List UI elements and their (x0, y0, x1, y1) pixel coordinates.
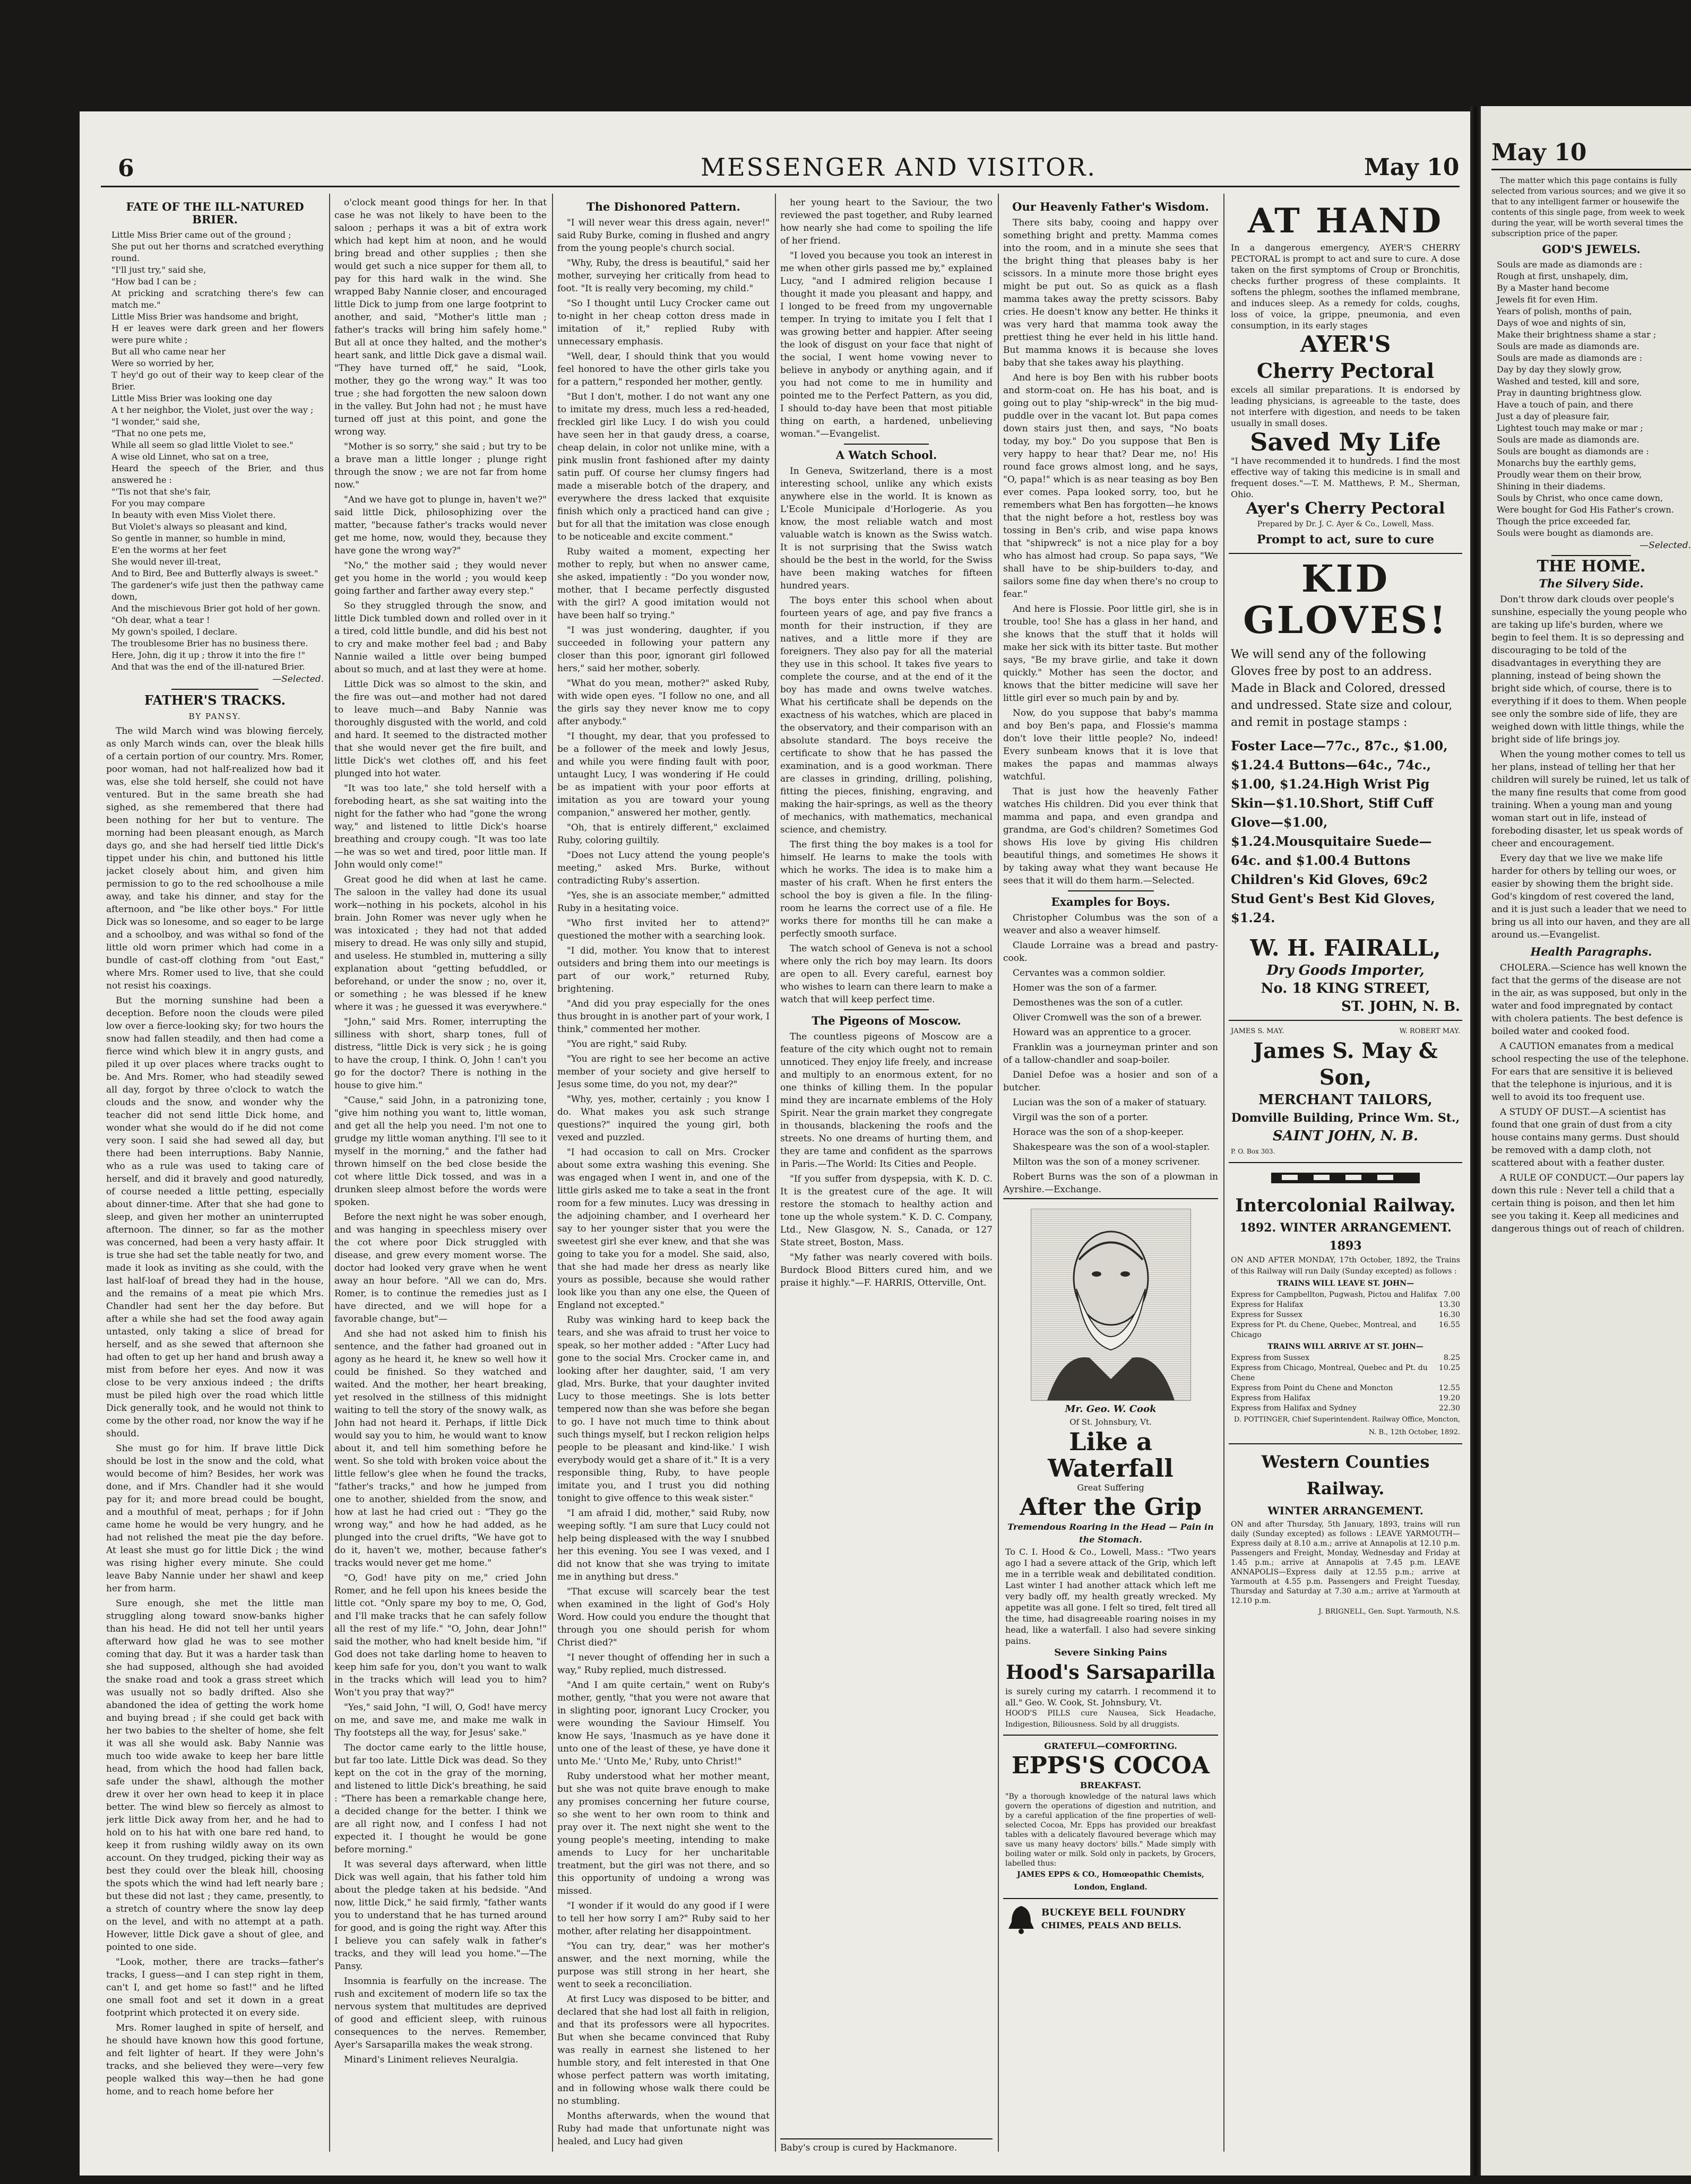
example-item: Virgil was the son of a porter. (1013, 1112, 1149, 1123)
article-title: Our Heavenly Father's Wisdom. (1012, 200, 1209, 213)
watch-school-title: A Watch School. (835, 448, 937, 462)
pigeons-body (780, 1030, 993, 1289)
example-item: Oliver Cromwell was the son of a brewer. (1013, 1012, 1202, 1023)
epps-title: EPPS'S COCOA (1012, 1752, 1210, 1779)
poem-title: FATE OF THE ILL-NATURED BRIER. (126, 200, 304, 226)
kid-gloves-ad (1229, 553, 1462, 1020)
right-notice: The matter which this page contains is fully selected from various sources; and we give it so that to any intelligent farmer or housewife the contents of this single page, from week to week during the year, will be worth several times the subscription price of the paper. (1491, 176, 1686, 238)
train-time: 7.00 (1443, 1290, 1460, 1299)
icr-footer: D. POTTINGER, Chief Superintendent. Railway Office, Moncton, N. B., 12th October, 1892. (1233, 1416, 1460, 1436)
poem-line: Proudly wear them on their brow, (1497, 470, 1642, 480)
poem-line: Souls are made as diamonds are. (1497, 435, 1640, 445)
paragraph: Ruby waited a moment, expecting her mother to reply, but when no answer came, she asked, impatiently : "Do you wonder now, mother, that I became perfectly disgusted with the girl? A good imitation would not have been half so trying." (557, 547, 770, 621)
poem-line: Pray in daunting brightness glow. (1497, 388, 1642, 398)
example-item: Horace was the son of a shop-keeper. (1013, 1127, 1184, 1138)
may-partner-left: JAMES S. MAY. (1231, 1027, 1284, 1035)
paragraph: "Oh, that is entirely different," exclaimed Ruby, coloring guiltily. (557, 822, 770, 846)
poem-line: She put out her thorns and scratched everything round. (111, 241, 324, 263)
paragraph: Insomnia is fearfully on the increase. The rush and excitement of modern life so tax the nervous system that multitudes are deprived of good and efficient sleep, with ruinous consequences to the nerves. Remember, Ayer's Sarsaparilla makes the weak strong. (334, 1976, 547, 2050)
example-item: Homer was the son of a farmer. (1013, 983, 1158, 993)
waterfall-title-2: After the Grip (1020, 1494, 1202, 1521)
poem-line: Souls are made as diamonds are : (1497, 259, 1643, 270)
paragraph: "Why, Ruby, the dress is beautiful," said her mother, surveying her critically from head to foot. "It is really very becoming, my child." (557, 258, 770, 294)
poem-line: A t her neighbor, the Violet, just over the way ; (111, 405, 314, 415)
glove-item: High Wrist Pig Skin—$1.10. (1231, 776, 1430, 811)
example-item: Cervantes was a common soldier. (1013, 968, 1166, 978)
paragraph: Great good he did when at last he came. The saloon in the valley had done its usual work—nothing in his pockets, alcohol in his brain. John Romer was never ugly when he was intoxicated ; they had not that added misery to dread. He was only silly and stupid, and useless. He stumbled in, muttering a silly explanation about "getting befuddled, or beforehand, or under the snow ; no, over it, or something ; he was blessed if he knew where it was ; he guessed it was everywhere." (334, 874, 547, 1012)
story-title: FATHER'S TRACKS. (144, 692, 286, 708)
gloves-text: We will send any of the following Gloves free by post to an address. Made in Black and Colored, dressed and undressed. State size and colour, and remit in postage stamps : (1231, 648, 1453, 729)
ayers-pectoral-2: Ayer's Cherry Pectoral (1246, 499, 1445, 518)
paragraph: The first thing the boy makes is a tool for himself. He learns to make the tools with which he works. The idea is to make him a master of his craft. When he first enters the school the boy is given a file. In the filing-room he learns the correct use of a file. He works there for months till he can make a perfectly smooth surface. (780, 839, 993, 939)
train-name: Express from Halifax and Sydney (1231, 1404, 1357, 1412)
paragraph: The watch school of Geneva is not a school where only the rich boy may learn. Its doors are open to all. Every careful, earnest boy who wishes to learn can there learn to make a watch that will keep perfect time. (780, 943, 993, 1005)
poem-line: Years of polish, months of pain, (1497, 306, 1632, 316)
train-time: 13.30 (1438, 1301, 1460, 1309)
poem-line: E'en the worms at her feet (111, 545, 227, 555)
train-time: 12.55 (1438, 1384, 1460, 1392)
train-name: Express for Sussex (1231, 1311, 1302, 1319)
paragraph: "I was just wondering, daughter, if you succeeded in following your pattern any closer than this poor, ignorant girl followed hers," said her mother, soberly. (557, 625, 770, 674)
poem-line: Monarchs buy the earthly gems, (1497, 458, 1636, 468)
fairall-address: No. 18 KING STREET, (1261, 981, 1430, 996)
example-item: Christopher Columbus was the son of a weaver and also a weaver himself. (1003, 913, 1218, 936)
wcr-footer: J. BRIGNELL, Gen. Supt. Yarmouth, N.S. (1318, 1608, 1460, 1616)
saved-my-life: Saved My Life (1250, 428, 1441, 456)
paragraph: Months afterwards, when the wound that Ruby had made that unfortunate night was healed, and Lucy had given (557, 2111, 770, 2147)
poem-line: Days of woe and nights of sin, (1497, 318, 1626, 328)
example-item: Franklin was a journeyman printer and son of a tallow-chandler and soap-boiler. (1003, 1042, 1218, 1065)
paragraph: That is just how the heavenly Father watches His children. Did you ever think that mamma and papa, and even grandpa and grandma, are God's children? Sometimes God shows His love by giving His children beautiful things, and sometimes He shows it by taking away what they want because He sees that it will do them harm.—Selected. (1003, 786, 1218, 886)
poem-line: The troublesome Brier has no business there. (111, 638, 308, 648)
paragraph: "And I am quite certain," went on Ruby's mother, gently, "that you were not aware that in slighting poor, ignorant Lucy Crocker, you were wounding the Saviour Himself. You know He says, 'Inasmuch as ye have done it unto one of the least of these, ye have done it unto Me.' 'Unto Me,' Ruby, unto Christ!" (557, 1680, 770, 1767)
poem-line: "How bad I can be ; (111, 276, 197, 287)
article-body (1003, 216, 1218, 887)
poem-line: The gardener's wife just then the pathway came down, (111, 580, 324, 602)
train-name: Express from Point du Chene and Moncton (1231, 1384, 1393, 1392)
wcr-text: ON and after Thursday, 5th January, 1893, trains will run daily (Sunday excepted) as follows : LEAVE YARMOUTH—Express daily at 8.10 a.m.; arrive at Annapolis at 12.10 p.m. Passengers and Freight, Monday, Wednesday and Friday at 1.45 p.m.; arrive at Annapolis at 7.45 p.m. LEAVE ANNAPOLIS—Express daily at 12.55 p.m.; arrive at Yarmouth at 4.55 p.m. Passengers and Freight Tuesday, Thursday and Saturday at 7.30 a.m.; arrive at Yarmouth at 12.10 p.m. (1231, 1520, 1460, 1605)
paragraph: "My father was nearly covered with boils. Burdock Blood Bitters cured him, and we praise it highly."—F. HARRIS, Otterville, Ont. (780, 1252, 993, 1288)
timetable-row (1231, 1353, 1460, 1363)
poem-line: Were bought for God His Father's crown. (1497, 505, 1674, 515)
paragraph: In Geneva, Switzerland, there is a most interesting school, unlike any which exists anywhere else in the world. It is known as L'Ecole Municipale d'Horlogerie. As you know, the most reliable watch and most valuable watch is known as the Swiss watch. It is not surprising that the Swiss watch should be the best in the world, for the Swiss have been making watches for fifteen hundred years. (780, 466, 993, 591)
paragraph: Ruby understood what her mother meant, but she was not quite brave enough to make any promises concerning her future course, so she went to her own room to think and pray over it. The next night she went to the young people's meeting, intending to make amends to Lucy for her uncharitable treatment, but the girl was not there, and so this opportunity of undoing a wrong was missed. (557, 1771, 770, 1896)
poem-line: Day by day they slowly grow, (1497, 365, 1622, 375)
poem-line: Souls are made as diamonds are : (1497, 353, 1643, 363)
may-city: SAINT JOHN, N. B. (1272, 1128, 1419, 1144)
epps-footer: JAMES EPPS & CO., Homœopathic Chemists, London, England. (1017, 1870, 1204, 1892)
hood-text: is surely curing my catarrh. I recommend it to all." Geo. W. Cook, St. Johnsbury, Vt. (1005, 1686, 1216, 1708)
paragraph: "John," said Mrs. Romer, interrupting the silliness with short, sharp tones, full of distress, "little Dick is very sick ; he is going to have the croup, I think. O, John ! can't you go for the doctor? There is nothing in the house to give him." (334, 1017, 547, 1091)
epps-sub: BREAKFAST. (1080, 1780, 1142, 1790)
example-item: Milton was the son of a money scrivener. (1013, 1157, 1201, 1167)
paragraph: o'clock meant good things for her. In that case he was not likely to have been to the saloon ; perhaps it was a bit of extra work which had kept him at noon, and he would bring bread and other supplies ; then she would get such a nice supper for them all, to pay for this hard walk in the wind. She wrapped Baby Nannie closer, and encouraged little Dick to jump from one large footprint to another, and said, "Mother's little man ; father's tracks will bring him safely home." But all at once they halted, and the mother's heart sank, and little Dick gave a dismal wail. "They have turned off," he said, "Look, mother, they go the wrong way." It was too true ; she had forgotten the new saloon down in the valley. But John had not ; he must have turned off just at this point, and gone the wrong way. (334, 197, 547, 437)
column-5 (1003, 196, 1218, 2154)
paragraph: Now, do you suppose that baby's mamma and boy Ben's papa, and Flossie's mamma don't love their little people? No, indeed! Every sunbeam knows that it is love that makes the papas and mammas always watchful. (1003, 708, 1218, 782)
poem-line: Here, John, dig it up ; throw it into the fire !" (111, 650, 305, 660)
poem-line: By a Master hand become (1497, 283, 1609, 293)
paragraph: Don't throw dark clouds over people's sunshine, especially the young people who are taking up life's burden, where we begin to feel them. It is so depressing and discouraging to be told of the disadvantages in everything they are planning, instead of being shown the bright side which, of course, there is to everything if it does to them. When people see only the sombre side of life, they are weighed down with little things, while the bright side of life brings joy. (1491, 594, 1687, 745)
poem-line: H er leaves were dark green and her flowers were pure white ; (111, 323, 324, 345)
poem-line: Shining in their diadems. (1497, 481, 1606, 491)
paragraph: Ruby was winking hard to keep back the tears, and she was afraid to trust her voice to speak, so her mother added : "After Lucy had gone to the social Mrs. Crocker came in, and looking after her daughter, said, 'I am very glad, Mrs. Burke, that your daughter invited Lucy to those meetings. She is lots better tempered now than she was before she began to go. I have not much time to think about such things myself, but I reckon religion helps people to be pleasant and kind-like.' I wish everybody would get a share of it." It is a very responsible thing, Ruby, to have people imitate you, and I trust you did nothing tonight to give offence to this weak sister." (557, 1315, 770, 1504)
cherry-text: excels all similar preparations. It is endorsed by leading physicians, is agreeable to the taste, does not interfere with digestion, and needs to be taken usually in small doses. (1231, 385, 1460, 428)
paragraph: "Well, dear, I should think that you would feel honored to have the other girls take you for a pattern," responded her mother, gently. (557, 351, 770, 387)
health-body (1491, 961, 1691, 1235)
paper-title: MESSENGER AND VISITOR. (701, 153, 1097, 181)
hood-title: Hood's Sarsaparilla (1006, 1661, 1215, 1684)
glove-item: Foster Lace—77c., 87c., $1.00, $1.24. (1231, 738, 1448, 773)
glove-item: Mousquitaire Suede—64c. and $1.00. (1231, 834, 1432, 868)
paragraph: "If you suffer from dyspepsia, with K. D. C. It is the greatest cure of the age. It will restore the stomach to healthy action and tone up the whole system." K. D. C. Company, Ltd., New Glasgow, N. S., Canada, or 127 State street, Boston, Mass. (780, 1174, 993, 1248)
paragraph: And here is Flossie. Poor little girl, she is in trouble, too! She has a glass in her hand, and she knows that the stuff that it holds will make her sick with its bitter taste. But mother says, "Be my brave girlie, and take it down quickly." Mother has seen the doctor, and knows that the bitter medicine will save her little girl ever so much pain by and by. (1003, 604, 1218, 704)
paragraph: "I had occasion to call on Mrs. Crocker about some extra washing this evening. She was engaged when I went in, and one of the little girls asked me to take a seat in the front room for a few minutes. Lucy was dressing in the adjoining chamber, and I overheard her say to her younger sister that you were the sweetest girl she ever knew, and that she was going to take you for a model. She said, also, that she had made her dress as nearly like yours as possible, because she would rather look like you than any one else, the Queen of England not excepted." (557, 1147, 770, 1311)
poem-line: Souls by Christ, who once came down, (1497, 493, 1663, 503)
epps-text: "By a thorough knowledge of the natural laws which govern the operations of digestion and nutrition, and by a careful application of the fine properties of well-selected Cocoa, Mr. Epps has provided our breakfast tables with a delicately flavoured beverage which may save us many heavy doctors' bills." Made simply with boiling water or milk. Sold only in packets, by Grocers, labelled thus: (1005, 1792, 1216, 1868)
kid-heading: KID (1301, 557, 1390, 601)
paragraph: Minard's Liniment relieves Neuralgia. (344, 2055, 519, 2065)
epps-pre: GRATEFUL—COMFORTING. (1044, 1741, 1177, 1751)
footer-line: Baby's croup is cured by Hackmanore. (780, 2138, 993, 2154)
paragraph: There sits baby, cooing and happy over something bright and pretty. Mamma comes into the room, and in a minute she sees that the bright thing that pleases baby is her scissors. In a minute more those bright eyes might be put out. So as quick as a flash mamma takes away the pretty scissors. Baby cries. He doesn't know any better. He thinks it was very hard that mamma took away the prettiest thing he ever held in his little hand. But mamma knows it is because she loves baby that she takes away his plaything. (1003, 218, 1218, 368)
timetable-row (1231, 1383, 1460, 1393)
at-hand-heading: AT HAND (1247, 201, 1444, 241)
glove-item: 2 Stud Gent's Best Kid Gloves, $1.24. (1231, 872, 1435, 925)
page-number: 6 (118, 155, 134, 182)
train-name: Express for Pt. du Chene, Quebec, Montreal, and Chicago (1231, 1321, 1417, 1339)
train-time: 8.25 (1443, 1354, 1460, 1362)
paragraph: "What do you mean, mother?" asked Ruby, with wide open eyes. "I follow no one, and all the girls say they never know me to copy after anybody." (557, 678, 770, 727)
paragraph: "Mother is so sorry," she said ; but try to be a brave man a little longer ; plunge right through the snow ; we are not far from home now." (334, 441, 547, 490)
train-time: 19.20 (1438, 1394, 1460, 1402)
cherry-pectoral-heading: Cherry Pectoral (1256, 359, 1435, 383)
paragraph: The doctor came early to the little house, but far too late. Little Dick was dead. So they kept on the cot in the gray of the morning, and listened to little Dick's breathing, he said : "There has been a remarkable change here, a decided change for the better. I think we are all right now, and I confess I had not expected it. I thought he would be gone before morning." (334, 1743, 547, 1855)
example-item: Robert Burns was the son of a plowman in Ayrshire.—Exchange. (1003, 1172, 1218, 1195)
timetable-row (1231, 1393, 1460, 1403)
paragraph: "I never thought of offending her in such a way," Ruby replied, much distressed. (557, 1652, 770, 1676)
right-page-column (1491, 175, 1691, 2160)
poem-line: She would never ill-treat, (111, 557, 221, 567)
ayers-ad (1229, 196, 1462, 553)
paragraph: And she had not asked him to finish his sentence, and the father had groaned out in agony as he heard it, he knew so well how it could be finished. So they watched and waited. And the mother, her heart breaking, yet resolved in the stillness of this midnight waiting to tell the story of the snowy walk, as John had not heard it. Perhaps, if little Dick would say you to him, he would want to know about it, and tell him something before he went. So she told with broken voice about the little fellow's glee when he found the tracks, "father's tracks," and how he jumped from one to another, shielded from the snow, and how at last he had cried out : "They go the wrong way," and how he had added, as he plunged into the cruel drifts, "We have got to do it, haven't we, mother, because father's tracks would never get me home." (334, 1329, 547, 1568)
may-tailors-ad (1229, 1020, 1462, 1162)
paragraph: "You are right to see her become an active member of your society and give herself to Jesus some time, do you not, my dear?" (557, 1054, 770, 1090)
paragraph: "No," the mother said ; they would never get you home in the world ; you would keep going farther and farther away every step." (334, 560, 547, 596)
portrait-subcaption: Of St. Johnsbury, Vt. (1069, 1417, 1152, 1427)
header-rule (101, 186, 1460, 187)
divider (844, 444, 929, 445)
wcr-sub: WINTER ARRANGEMENT. (1267, 1504, 1423, 1517)
bell-ad (1003, 1898, 1218, 1939)
poem (106, 229, 324, 673)
train-name: Express for Halifax (1231, 1301, 1304, 1309)
paragraph: "It was too late," she told herself with a foreboding heart, as she sat waiting into the night for the father who had "gone the wrong way," and listened to little Dick's hoarse breathing and croupy cough. "It was too late—he was so wet and tired, poor little man. If John would only come!" (334, 783, 547, 870)
pigeons-title: The Pigeons of Moscow. (812, 1014, 961, 1027)
paragraph: "O, God! have pity on me," cried John Romer, and he fell upon his knees beside the little cot. "Only spare my boy to me, O, God, and I'll make tracks that he can safely follow all the rest of my life." "O, John, dear John!" said the mother, who had knelt beside him, "if God does not take darling home to heaven to keep him safe for you, don't you want to walk in the tracks which will lead you to him? Won't you pray that way?" (334, 1573, 547, 1698)
poem-line: "'Tis not that she's fair, (111, 487, 211, 497)
hood-pills: HOOD'S PILLS cure Nausea, Sick Headache, Indigestion, Biliousness. Sold by all druggists. (1005, 1709, 1216, 1729)
poem-line: Make their brightness shame a star ; (1497, 330, 1657, 340)
example-item: Daniel Defoe was a hosier and son of a butcher. (1003, 1070, 1218, 1093)
paragraph: "You can try, dear," was her mother's answer, and the next morning, while the purpose was still strong in her heart, she went to seek a reconciliation. (557, 1941, 770, 1990)
poem-line: "I wonder," said she, (111, 417, 200, 427)
glove-item: 4 Buttons—64c., 74c., $1.00, $1.24. (1231, 757, 1431, 792)
article-title: The Dishonored Pattern. (586, 200, 740, 213)
poem-line: "Oh dear, what a tear ! (111, 615, 210, 625)
poem-line: Heard the speech of the Brier, and thus answered he : (111, 463, 324, 485)
waterfall-text: To C. I. Hood & Co., Lowell, Mass.: "Two years ago I had a severe attack of the Grip, which left me in a terrible weak and debilitated condition. Last winter I had another attack which left me very badly off, my health greatly wrecked. My appetite was all gone. I felt so tired, felt tired all the time, had disagreeable roaring noises in my head, like a waterfall. I also had severe sinking pains. (1005, 1547, 1216, 1646)
right-header-rule (1491, 169, 1691, 170)
example-item: Claude Lorraine was a bread and pastry-cook. (1003, 940, 1218, 964)
train-time: 16.30 (1438, 1311, 1460, 1319)
train-name: Express from Chicago, Montreal, Quebec and Pt. du Chene (1231, 1364, 1428, 1382)
paragraph: Mrs. Romer laughed in spite of herself, and he should have known how this good fortune, and felt lighter of heart. If they were John's tracks, and she believed they were—very few people walked this way—then he had gone home, and to reach home before her (106, 2023, 324, 2097)
western-counties-ad (1229, 1443, 1462, 1623)
poem-line: So gentle in manner, so humble in mind, (111, 533, 286, 543)
story-byline: BY PANSY. (188, 712, 241, 721)
timetable-row (1231, 1310, 1460, 1320)
paragraph: But the morning sunshine had been a deception. Before noon the clouds were piled low over a fierce-looking sky; for two hours the snow had fallen steadily, and then had come a fierce wind which blew it in angry gusts, and piled it up over places where tracks ought to be. And Mrs. Romer, who had steadily sewed all day, forgot by three o'clock to watch the clouds and the snow, and wonder why the teacher did not send little Dick home, and wonder what she would do if he did not come very soon. I said she had sewed all day, but there had been interruptions. Baby Nannie, who as a rule was used to taking care of herself, and did it bravely and good naturedly, of course needed a little petting, especially about dinner-time. After that she had gone to sleep, and given her mother an uninterrupted afternoon. The dinner, so far as the mother was concerned, had been a very hasty affair. It is true she had set the table neatly for two, and made it look as inviting as she could, with the last half-loaf of bread they had in the house, and the remains of a meat pie which Mrs. Chandler had sent her the day before. But after a while she had set the food away again untasted, only taking a slice of bread for herself, and as she sewed that afternoon she had often to get up her hand and brush away a mist from before her eyes. And now it was close to be very anxious indeed ; the drifts must be piled high over the road which little Dick generally took, and he would not think to come by the other road, nor know the way if he should. (106, 995, 324, 1439)
poem-line: Lightest touch may make or mar ; (1497, 423, 1643, 433)
example-item: Shakespeare was the son of a wool-stapler. (1013, 1142, 1210, 1152)
divider (1551, 555, 1631, 556)
at-hand-text: In a dangerous emergency, AYER'S CHERRY PECTORAL is prompt to act and sure to cure. A dose taken on the first symptoms of Croup or Bronchitis, checks further progress of these complaints. It softens the phlegm, soothes the inflamed membrane, and induces sleep. As a remedy for colds, coughs, loss of voice, la grippe, pneumonia, and even consumption, in its early stages (1231, 242, 1460, 331)
column-6-ads (1229, 196, 1462, 2154)
paragraph: When the young mother comes to tell us her plans, instead of telling her that her children will surely be ruined, let us talk of the many fine results that come from good training. When a young man and young woman start out in life, instead of foreboding disaster, let us speak words of cheer and encouragement. (1491, 749, 1689, 849)
ayers-heading: AYER'S (1300, 331, 1391, 357)
paragraph: A CAUTION emanates from a medical school respecting the use of the telephone. For ears that are sensitive it is believed that the telephone is injurious, and it is well to avoid its too frequent use. (1491, 1041, 1689, 1103)
page-date: May 10 (1364, 154, 1460, 181)
train-icon (1266, 1167, 1425, 1189)
right-page-date: May 10 (1491, 139, 1587, 166)
poem-line: Just a day of pleasure fair, (1497, 411, 1610, 421)
examples-list (1003, 912, 1218, 1196)
timetable-row (1231, 1363, 1460, 1383)
poem-line: My gown's spoiled, I declare. (111, 627, 238, 637)
poem-signature: —Selected. (272, 674, 324, 684)
saved-text: "I have recommended it to hundreds. I find the most effective way of taking this medicine is in small and frequent doses."—T. M. Matthews, P. M., Sherman, Ohio. (1231, 456, 1460, 499)
paragraph: "And did you pray especially for the ones thus brought in is another part of your work, I think," commented her mother. (557, 999, 770, 1035)
examples-title: Examples for Boys. (1051, 895, 1170, 908)
train-name: Express for Campbellton, Pugwash, Pictou and Halifax (1231, 1290, 1437, 1299)
poem-line: But Violet's always so pleasant and kind, (111, 522, 288, 532)
poem-line: While all seem so glad little Violet to see." (111, 440, 294, 450)
poem-line: Though the price exceeded far, (1497, 516, 1631, 526)
divider (171, 689, 258, 690)
poem-line: Souls are bought as diamonds are : (1497, 446, 1649, 456)
paragraph: "I am afraid I did, mother," said Ruby, now weeping softly. "I am sure that Lucy could not help being displeased with the way I snubbed her this evening. You see I was vexed, and I did not know that she was trying to imitate me in anything but dress." (557, 1508, 770, 1582)
poem-line: Rough at first, unshapely, dim, (1497, 271, 1628, 281)
story-body (106, 725, 324, 2098)
poem-line: Little Miss Brier was handsome and bright, (111, 311, 299, 322)
waterfall-title: Like a Waterfall (1048, 1427, 1174, 1483)
may-title: James S. May & Son, (1253, 1038, 1438, 1090)
paragraph: "I wonder if it would do any good if I were to tell her how sorry I am?" Ruby said to her mother, after relating her disappointment. (557, 1901, 770, 1937)
paragraph: "Does not Lucy attend the young people's meeting," asked Mrs. Burke, without contradicting Ruby's assertion. (557, 850, 770, 886)
page-gutter (1470, 106, 1481, 2176)
waterfall-sub: Great Suffering (1077, 1483, 1144, 1493)
icr-arrive-heading: TRAINS WILL ARRIVE AT ST. JOHN— (1267, 1342, 1423, 1351)
silvery-side-body (1491, 593, 1691, 941)
poem-line: And that was the end of the ill-natured Brier. (111, 662, 305, 672)
poem-line: T hey'd go out of their way to keep clear of the Brier. (111, 370, 324, 392)
paragraph: "Yes, she is an associate member," admitted Ruby in a hesitating voice. (557, 890, 770, 914)
article-continuation (780, 196, 993, 440)
paragraph: "Look, mother, there are tracks—father's tracks, I guess—and I can step right in them, can't I, and get home so fast!" and he lifted one small foot and set it down in a great footprint which protected it on every side. (106, 1957, 324, 2018)
poem-line: And to Bird, Bee and Butterfly always is sweet." (111, 568, 318, 578)
may-sub: MERCHANT TAILORS, (1258, 1092, 1433, 1108)
poem-line: In beauty with even Miss Violet there. (111, 510, 276, 520)
train-time: 22.30 (1438, 1404, 1460, 1412)
column-rule (775, 194, 776, 2152)
may-box: P. O. Box 303. (1231, 1148, 1275, 1155)
poem-line: Souls are made as diamonds are. (1497, 341, 1640, 351)
column-rule (552, 194, 553, 2152)
poem-line: But all who came near her (111, 346, 226, 357)
paragraph: At first Lucy was disposed to be bitter, and declared that she had lost all faith in religion, and that its professors were all hypocrites. But when she became convinced that Ruby was really in earnest she listened to her humble story, and felt interested in that One whose perfect pattern was worth imitating, and in following whose walk there could be no stumbling. (557, 1994, 770, 2107)
paragraph: The boys enter this school when about fourteen years of age, and pay five francs a month for their instruction, if they are natives, and a little more if they are foreigners. They also pay for all the material they use in this school. It takes five years to complete the course, and at the end of it the boy has made and owns twelve watches. What his certificate shall be depends on the exactness of his watches, which are placed in the observatory, and their comparison with an absolute standard. The boys receive the certificate to show that he has passed the examination, and is a good workman. There are classes in grinding, drilling, polishing, fitting the pieces, finishing, engraving, and making the hair-springs, as well as the theory of mechanics, with mathematics, mechanical science, and chemistry. (780, 595, 993, 835)
health-title: Health Paragraphs. (1530, 945, 1652, 958)
poem-line: At pricking and scratching there's few can match me." (111, 288, 324, 310)
poem-line: Jewels fit for even Him. (1497, 294, 1598, 305)
paragraph: Every day that we live we make life harder for others by telling our woes, or easier by showing them the bright side. God's kingdom of rest covered the land, and it is just such a leader that we need to bring us all into our haven, and they are all around us.—Evangelist. (1491, 853, 1690, 940)
icr-sub: 1892. WINTER ARRANGEMENT. 1893 (1239, 1221, 1452, 1253)
train-name: Express from Halifax (1231, 1394, 1310, 1402)
example-item: Demosthenes was the son of a cutler. (1013, 998, 1184, 1008)
icr-leave-heading: TRAINS WILL LEAVE ST. JOHN— (1276, 1279, 1414, 1288)
glove-item: Short, Stiff Cuff Glove—$1.00, $1.24. (1231, 795, 1434, 849)
poem-line: "That no one pets me, (111, 428, 206, 438)
column-4 (780, 196, 993, 2154)
paragraph: Sure enough, she met the little man struggling along toward snow-banks higher than his head. He did not tell her until years afterward how glad he was to see mother coming that day. But it was a harder task than she had supposed, although she had avoided the snake road and took a grass street which was usually not so badly drifted. Also she abandoned the idea of getting the work home and buying bread ; if she could get back with her two babies to the shelter of home, she felt it was all she would ask. Baby Nannie was much too wide awake to keep her bare little head, from which the hood had fallen back, safe under the shawl, although the mother drew it over her own head to keep it in place better. The wind blew so fiercely as almost to jerk little Dick away from her, and he had to hold on to his hat with one bare red hand, to keep it from rushing wildly away on its own account. On they trudged, picking their way as best they could over the bleak hill, choosing the spots which the wind had left nearly bare ; but these did not last ; they came, presently, to a stretch of country where the snow lay deep on the level, and with no attempt at a path. However, little Dick gave a shout of glee, and pointed to one side. (106, 1598, 324, 1953)
gods-jewels-title: GOD'S JEWELS. (1542, 242, 1641, 256)
paragraph: "Cause," said John, in a patronizing tone, "give him nothing you want to, little woman, and get all the help you need. I'm not one to grudge my little woman anything. I'll see to it myself in the morning," and the father had thrown himself on the bed close beside the cot where little Dick tossed, and was in a drunken sleep almost before the words were spoken. (334, 1095, 547, 1208)
icr-timetable-arrive (1231, 1353, 1460, 1414)
paragraph: "Yes," said John, "I will, O, God! have mercy on me, and save me, and make me walk in Thy footsteps all the way, for Jesus' sake." (334, 1702, 547, 1738)
column-rule (329, 194, 330, 2152)
paragraph: "I did, mother. You know that to interest outsiders and bring them into our meetings is part of our work," returned Ruby, brightening. (557, 946, 770, 994)
prepared-by: Prepared by Dr. J. C. Ayer & Co., Lowell, Mass. (1257, 520, 1434, 528)
watch-school-body (780, 465, 993, 1006)
bell-title: BUCKEYE BELL FOUNDRY (1041, 1907, 1186, 1918)
column-rule (998, 194, 999, 2152)
example-item: Howard was an apprentice to a grocer. (1013, 1027, 1192, 1038)
poem-line: "I'll just try," said she, (111, 265, 206, 275)
paragraph: CHOLERA.—Science has well known the fact that the germs of the disease are not in the air, as was supposed, but only in the water and food impregnated by contact with cholera patients. The best defence is boiled water and cooked food. (1491, 963, 1687, 1037)
silvery-side-title: The Silvery Side. (1539, 577, 1644, 590)
poem-line: And the mischievous Brier got hold of her gown. (111, 603, 321, 613)
portrait-engraving (1031, 1209, 1191, 1401)
poem-line: Washed and tested, kill and sore, (1497, 376, 1640, 386)
poem-line: Were so worried by her, (111, 358, 214, 368)
paragraph: "Why, yes, mother, certainly ; you know I do. What makes you ask such strange questions?" inquired the young girl, both vexed and puzzled. (557, 1094, 770, 1143)
divider (844, 1009, 929, 1010)
paragraph: "I loved you because you took an interest in me when other girls passed me by," explained Lucy, "and I admired religion because I thought it made you pleasant and happy, and I longed to be freed from my ungovernable temper. In trying to imitate you I felt that I was growing better and happier. After seeing the look of disgust on your face that night of the social, I went home vowing never to believe in anybody or anything again, and if you had not come to me in humility and pointed me to the Perfect Pattern, as you did, I should to-day have been that most pitiable thing on earth, a hardened, unbelieving woman."—Evangelist. (780, 250, 993, 439)
fairall-name: W. H. FAIRALL, (1250, 935, 1441, 961)
paragraph: "I will never wear this dress again, never!" said Ruby Burke, coming in flushed and angry from the young people's church social. (557, 218, 770, 254)
paragraph: It was several days afterward, when little Dick was well again, that his father told him about the pledge taken at his bedside. "And now, little Dick," he said firmly, "father wants you to understand that he has turned around for good, and is going the right way. After this I believe you can safely walk in father's tracks, and they will lead you home."—The Pansy. (334, 1859, 547, 1972)
paragraph: Before the next night he was sober enough, and was hanging in speechless misery over the cot where poor Dick struggled with disease, and grew every moment worse. The doctor had looked very grave when he went away an hour before. "All we can do, Mrs. Romer, is to continue the remedies just as I have directed, and we will hope for a favorable change, but"— (334, 1212, 547, 1324)
waterfall-sub-2: Tremendous Roaring in the Head — Pain in the Stomach. (1007, 1522, 1214, 1545)
column-2 (334, 196, 547, 2154)
glove-price-list (1231, 736, 1460, 928)
paragraph: So they struggled through the snow, and little Dick tumbled down and rolled over in it a tired, cold little bundle, and did his best not to cry and make mother feel bad ; and Baby Nannie wailed a little over being bumped about so much, and at last they were at home. (334, 601, 547, 675)
timetable-row (1231, 1290, 1460, 1300)
prompt-tagline: Prompt to act, sure to cure (1256, 533, 1435, 547)
paragraph: her young heart to the Saviour, the two reviewed the past together, and Ruby learned how nearly she had come to spoiling the life of her friend. (780, 197, 993, 246)
wcr-title: Western Counties Railway. (1261, 1452, 1430, 1498)
poem-line: Souls were bought as diamonds are. (1497, 528, 1654, 538)
poem-line: Little Miss Brier came out of the ground ; (111, 230, 291, 240)
fairall-city: ST. JOHN, N. B. (1341, 999, 1460, 1015)
timetable-row (1231, 1300, 1460, 1310)
portrait-caption: Mr. Geo. W. Cook (1065, 1403, 1157, 1415)
paragraph: A RULE OF CONDUCT.—Our papers lay down this rule : Never tell a child that a certain thing is poison, and then let him see you taking it. Keep all medicines and dangerous things out of reach of children. (1491, 1173, 1685, 1234)
epps-ad (1003, 1735, 1218, 1898)
gods-jewels-poem (1491, 259, 1691, 539)
paragraph: "That excuse will scarcely bear the test when examined in the light of God's Holy Word. How could you endure the thought that through you one should perish for whom Christ died?" (557, 1587, 770, 1648)
poem-line: Have a touch of pain, and there (1497, 400, 1633, 410)
portrait-icon (1031, 1209, 1190, 1400)
paragraph: "So I thought until Lucy Crocker came out to-night in her cheap cotton dress made in imitation of it," replied Ruby with unnecessary emphasis. (557, 298, 770, 347)
fairall-line: Dry Goods Importer, (1266, 963, 1425, 978)
train-time: 10.25 (1438, 1364, 1460, 1372)
poem-line: Little Miss Brier was looking one day (111, 393, 272, 403)
train-name: Express from Sussex (1231, 1354, 1310, 1362)
paragraph: "I thought, my dear, that you professed to be a follower of the meek and lowly Jesus, and while you were finding fault with poor, untaught Lucy, I was wondering if He could be as impatient with your poor efforts at imitation as you are toward your young companion," answered her mother, gently. (557, 731, 770, 818)
intercolonial-ad (1229, 1162, 1462, 1443)
paragraph: And here is boy Ben with his rubber boots and storm-coat on. He has his boat, and is going out to play "ship-wreck" in the big mud-puddle over in the vacant lot. But papa comes down stairs just then, and says, "No boats today, my boy." Do you suppose that Ben is very happy to hear that? Dear me, no! His round face grows almost long, and he says, "O, papa!" which is as near teasing as boy Ben ever comes. Papa looked sorry, too, but he remembers what Ben has forgotten—he knows that the night before a hot, restless boy was tossing in Ben's crib, and wise papa knows that "shipwreck" is not a nice play for a boy who has almost had croup. So papa says, "We shall have to be ship-builders to-day, and sailors some fine day when there's no croup to fear." (1003, 372, 1218, 600)
column-3 (557, 196, 770, 2154)
bell-sub: CHIMES, PEALS AND BELLS. (1041, 1920, 1181, 1930)
article-body (557, 216, 770, 2148)
example-item: Lucian was the son of a maker of statuary. (1013, 1097, 1207, 1108)
paragraph: The wild March wind was blowing fiercely, as only March winds can, over the bleak hills of a certain portion of our country. Mrs. Romer, poor woman, had not half-realized how bad it was, else she told herself, she could not have ventured. But in the same breath she had sighed, as she remembered that there had been nothing for her but to venture. The morning had been pleasant enough, as March days go, and she had herself tied little Dick's tippet under his chin, and buttoned his little jacket closely about him, and given him permission to go to the red schoolhouse a mile away, and take his dinner, and stay for the afternoon, and "be like other boys." For little Dick was so lonesome, and so eager to be large and a schoolboy, and was withal so fond of the little old worn primer which had come in a bundle of cast-off clothing from "out East," where Mrs. Romer used to live, that she could not resist his coaxings. (106, 726, 324, 991)
gloves-heading: GLOVES! (1243, 598, 1448, 642)
column-rule (1223, 194, 1224, 2152)
may-partner-right: W. ROBERT MAY. (1399, 1027, 1460, 1035)
icr-title: Intercolonial Railway. (1235, 1195, 1456, 1216)
may-building: Domville Building, Prince Wm. St., (1231, 1111, 1460, 1125)
paragraph: "Who first invited her to attend?" questioned the mother with a searching look. (557, 918, 770, 941)
icr-text: ON AND AFTER MONDAY, 17th October, 1892, the Trains of this Railway will run Daily (Sunday excepted) as follows : (1231, 1256, 1460, 1276)
right-poem-sig: —Selected. (1640, 540, 1691, 551)
paragraph: A STUDY OF DUST.—A scientist has found that one grain of dust from a city house contains many germs. Dust should be removed with a damp cloth, not scattered about with a feather duster. (1491, 1107, 1680, 1168)
train-time: 16.55 (1438, 1321, 1460, 1329)
timetable-row (1231, 1403, 1460, 1414)
poem-line: A wise old Linnet, who sat on a tree, (111, 452, 269, 462)
column-1 (106, 196, 324, 2154)
home-section-title: THE HOME. (1537, 557, 1646, 576)
icr-timetable-leave (1231, 1290, 1460, 1340)
divider (1068, 890, 1154, 891)
sinking-pains: Severe Sinking Pains (1054, 1647, 1167, 1658)
paragraph: The countless pigeons of Moscow are a feature of the city which ought not to remain unnoticed. They enjoy life freely, and increase and multiply to an enormous extent, for no one thinks of killing them. In the popular mind they are incarnate emblems of the Holy Spirit. Near the grain market they congregate in thousands, blackening the roofs and the streets. No one dreams of hurting them, and they are tame and confident as the sparrows in Paris.—The World: Its Cities and People. (780, 1032, 993, 1169)
paragraph: "And we have got to plunge in, haven't we?" said little Dick, philosophizing over the matter, "because father's tracks would never get me home, now, would they, because they have gone the wrong way?" (334, 495, 547, 556)
bell-icon (1005, 1903, 1037, 1935)
poem-line: For you may compare (111, 498, 205, 508)
paragraph: "But I don't, mother. I do not want any one to imitate my dress, much less a red-headed, freckled girl like Lucy. I do wish you could have seen her in that gaudy dress, a coarse, cheap delain, in color not unlike mine, with a pink muslin front fashioned after my dainty satin puff. Of course her clumsy fingers had made a miserable botch of the drapery, and everywhere the dress lacked that exquisite finish which only a practiced hand can give ; but for all that the imitation was close enough to be noticeable and excite comment." (557, 392, 770, 542)
timetable-row (1231, 1320, 1460, 1340)
portrait-ad (1003, 1198, 1218, 1735)
glove-item: 4 Buttons Children's Kid Gloves, 69c (1231, 853, 1419, 887)
paragraph: She must go for him. If brave little Dick should be lost in the snow and the cold, what would become of him? Besides, her work was done, and if Mrs. Chandler had it she would pay for it; and more bread could be bought, and a mouthful of meat, perhaps ; for if John came home he would be very hungry, and he had not relished the meat pie the day before. At least she must go for little Dick ; the wind was rising higher every minute. She could leave Baby Nannie under her shawl and keep her from harm. (106, 1443, 324, 1594)
paragraph: "You are right," said Ruby. (567, 1039, 687, 1050)
paragraph: Little Dick was so almost to the skin, and the fire was out—and mother had not dared to leave much—and Baby Nannie was thoroughly disgusted with the world, and cold and hard. It seemed to the distracted mother that she would never get the fire built, and little Dick's wet clothes off, and his feet plunged into hot water. (334, 679, 547, 779)
story-continuation (334, 196, 547, 2066)
